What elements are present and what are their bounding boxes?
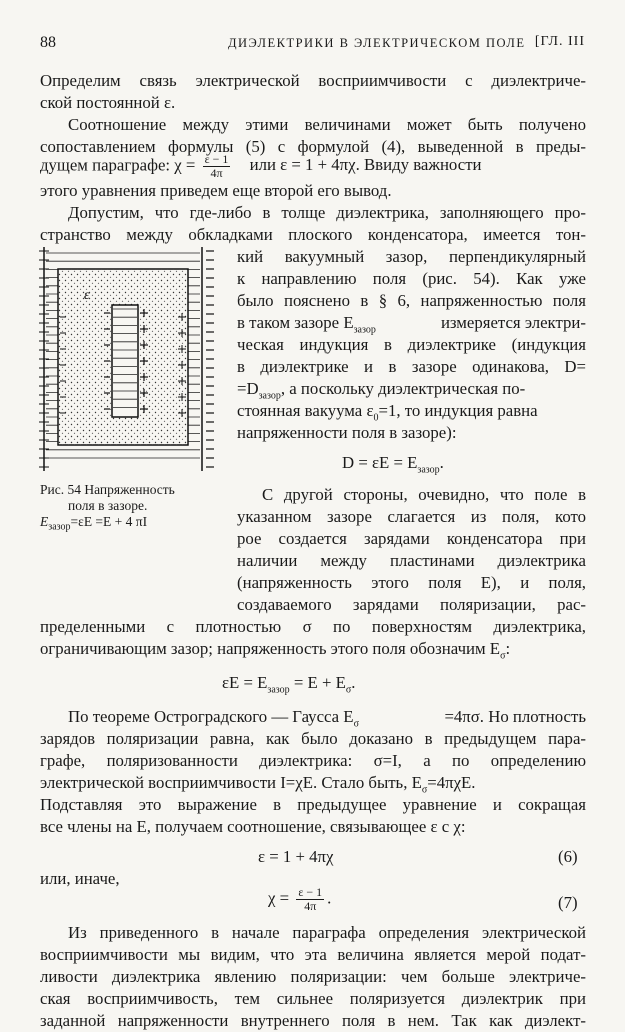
equation-text: D = εE = E	[342, 453, 418, 472]
equation-text: .	[439, 453, 444, 472]
subscript: 0	[373, 412, 379, 424]
inline-text: в таком зазоре E	[237, 313, 354, 332]
inline-text: , а поскольку диэлектрическая по-	[280, 379, 526, 398]
inline-text: По теореме Остроградского — Гаусса E	[68, 707, 354, 726]
p4-wrap-line-6: создаваемого зарядами поляризации, рас-	[237, 595, 586, 614]
running-header	[40, 34, 585, 56]
figure-54-capacitor-gap	[34, 243, 230, 475]
inline-text: E	[40, 514, 49, 529]
equation-d	[342, 452, 444, 481]
paragraph-2-line-2: сопоставлением формулы (5) с формулой (4), выведенной в преды-	[40, 137, 586, 156]
p5-line-2: зарядов поляризации равна, как было доказано в предыдущем пара-	[40, 729, 586, 748]
p4-wrap-line-3: рое создается зарядами конденсатора при	[237, 529, 586, 548]
fraction-numerator: ε − 1	[204, 152, 229, 166]
equation-6-number: (6)	[558, 847, 578, 866]
p4-wrap-line-5: (напряженность этого поля E), и поля,	[237, 573, 586, 592]
figure-caption-line-2: поля в зазоре.	[68, 498, 148, 513]
subscript: σ	[500, 650, 506, 662]
p6-line-3: ливости диэлектрика явлению поляризации: чем больше электриче-	[40, 967, 586, 986]
fraction-denominator: 4π	[210, 166, 223, 180]
wrap-line-3: было пояснено в § 6, напряженностью поля	[237, 291, 586, 310]
wrap-line-1: кий вакуумный зазор, перпендикулярный	[237, 247, 586, 266]
subscript: зазор	[258, 390, 281, 402]
p4-full-line-1: пределенными с плотностью σ по поверхностям диэлектрика,	[40, 617, 586, 636]
inline-fraction	[203, 153, 231, 180]
subscript: σ	[421, 784, 428, 796]
fraction-denominator: 4π	[304, 899, 317, 913]
equation-7	[268, 886, 331, 916]
p4-wrap-line-1: С другой стороны, очевидно, что поле в	[262, 485, 586, 504]
p5-line-3: графе, поляризованности диэлектрика: σ=I, а по определению	[40, 751, 586, 770]
vacuum-gap-icon	[112, 305, 138, 417]
figure-caption-line-3	[40, 514, 147, 536]
subscript: зазор	[267, 684, 290, 696]
page-number: 88	[40, 34, 56, 51]
paragraph-1-line-1: Определим связь электрической восприимчивости с диэлектриче-	[40, 71, 586, 90]
p6-line-4: ская восприимчивость, тем сильнее поляризуется диэлектрик при	[40, 989, 586, 1008]
fraction-numerator: ε − 1	[298, 885, 323, 899]
equation-text: εE = E	[222, 673, 268, 692]
wrap-line-9: напряженности поля в зазоре):	[237, 423, 457, 442]
p5-line-6: все члены на E, получаем соотношение, связывающее ε с χ:	[40, 817, 466, 836]
subscript: зазор	[417, 464, 440, 476]
equation-6: ε = 1 + 4πχ	[258, 847, 334, 866]
epsilon-label: ε	[84, 288, 90, 303]
p6-line-2: восприимчивости мы видим, что эта величина является мерой подат-	[40, 945, 586, 964]
paragraph-2-line-4: этого уравнения приведем еще второй его вывод.	[40, 181, 392, 200]
inline-text: =εE =E + 4 πI	[70, 514, 148, 529]
equation-text: χ =	[268, 888, 290, 908]
wrap-line-2: к направлению поля (рис. 54). Как уже	[237, 269, 586, 288]
p6-line-5: заданной напряженности внутреннего поля в нем. Так как диэлект-	[40, 1011, 586, 1030]
figure-caption-line-1: Рис. 54 Напряженность	[40, 482, 175, 497]
paragraph-3-line-1: Допустим, что где-либо в толще диэлектрика, заполняющего про-	[68, 203, 586, 222]
p5-line-5: Подставляя это выражение в предыдущее уравнение и сокращая	[40, 795, 586, 814]
inline-text: =4πσ. Но плотность	[444, 707, 586, 726]
inline-text: дущем параграфе: χ =	[40, 155, 196, 175]
equation-e: $\varepsilon E = E_{зазор} = E + E_\sigma$.	[222, 673, 356, 696]
running-title: ДИЭЛЕКТРИКИ В ЭЛЕКТРИЧЕСКОМ ПОЛЕ	[228, 36, 526, 50]
paragraph-2-line-3	[40, 153, 586, 183]
inline-text: =1, то индукция равна	[378, 401, 538, 420]
paragraph-3-line-2: странство между обкладками плоского конденсатора, имеется тон-	[40, 225, 586, 244]
paragraph-1-line-2: ской постоянной ε.	[40, 93, 176, 112]
negative-plate-icon	[202, 247, 214, 471]
inline-text: =4πχE.	[427, 773, 476, 792]
equation-7-number: (7)	[558, 893, 578, 912]
inline-text: электрической восприимчивости I=χE. Стало быть, E	[40, 773, 422, 792]
wrap-line-5: ческая индукция в диэлектрике (индукция	[237, 335, 586, 354]
p4-wrap-line-4: наличии между пластинами диэлектрика	[237, 551, 586, 570]
inline-text: или ε = 1 + 4πχ. Ввиду важности	[249, 155, 482, 175]
p4-full-line-2	[40, 638, 586, 667]
or-else: или, иначе,	[40, 869, 120, 888]
subscript: зазор	[48, 521, 71, 533]
inline-text: :	[505, 639, 511, 658]
inline-text: измеряется электри-	[440, 313, 586, 332]
inline-text: =D	[237, 379, 259, 398]
wrap-line-6: в диэлектрике и в зазоре одинакова, D=	[237, 357, 586, 376]
subscript: σ	[353, 718, 359, 730]
equation-7-fraction	[296, 886, 324, 913]
positive-plate-icon	[39, 247, 49, 471]
subscript: σ	[345, 684, 352, 696]
inline-text: ограничивающим зазор; напряженность этого поля обозначим E	[40, 639, 501, 658]
equation-text: = E + E	[293, 673, 346, 692]
inline-text: стоянная вакуума ε	[237, 401, 374, 420]
paragraph-2-line-1: Соотношение между этими величинами может быть получено	[68, 115, 586, 134]
equation-text: .	[327, 888, 332, 908]
p6-line-1: Из приведенного в начале параграфа определения электрической	[68, 923, 586, 942]
subscript: зазор	[353, 324, 376, 336]
p4-wrap-line-2: указанном зазоре слагается из поля, кото	[237, 507, 586, 526]
chapter-label: [ГЛ. III	[534, 34, 585, 49]
